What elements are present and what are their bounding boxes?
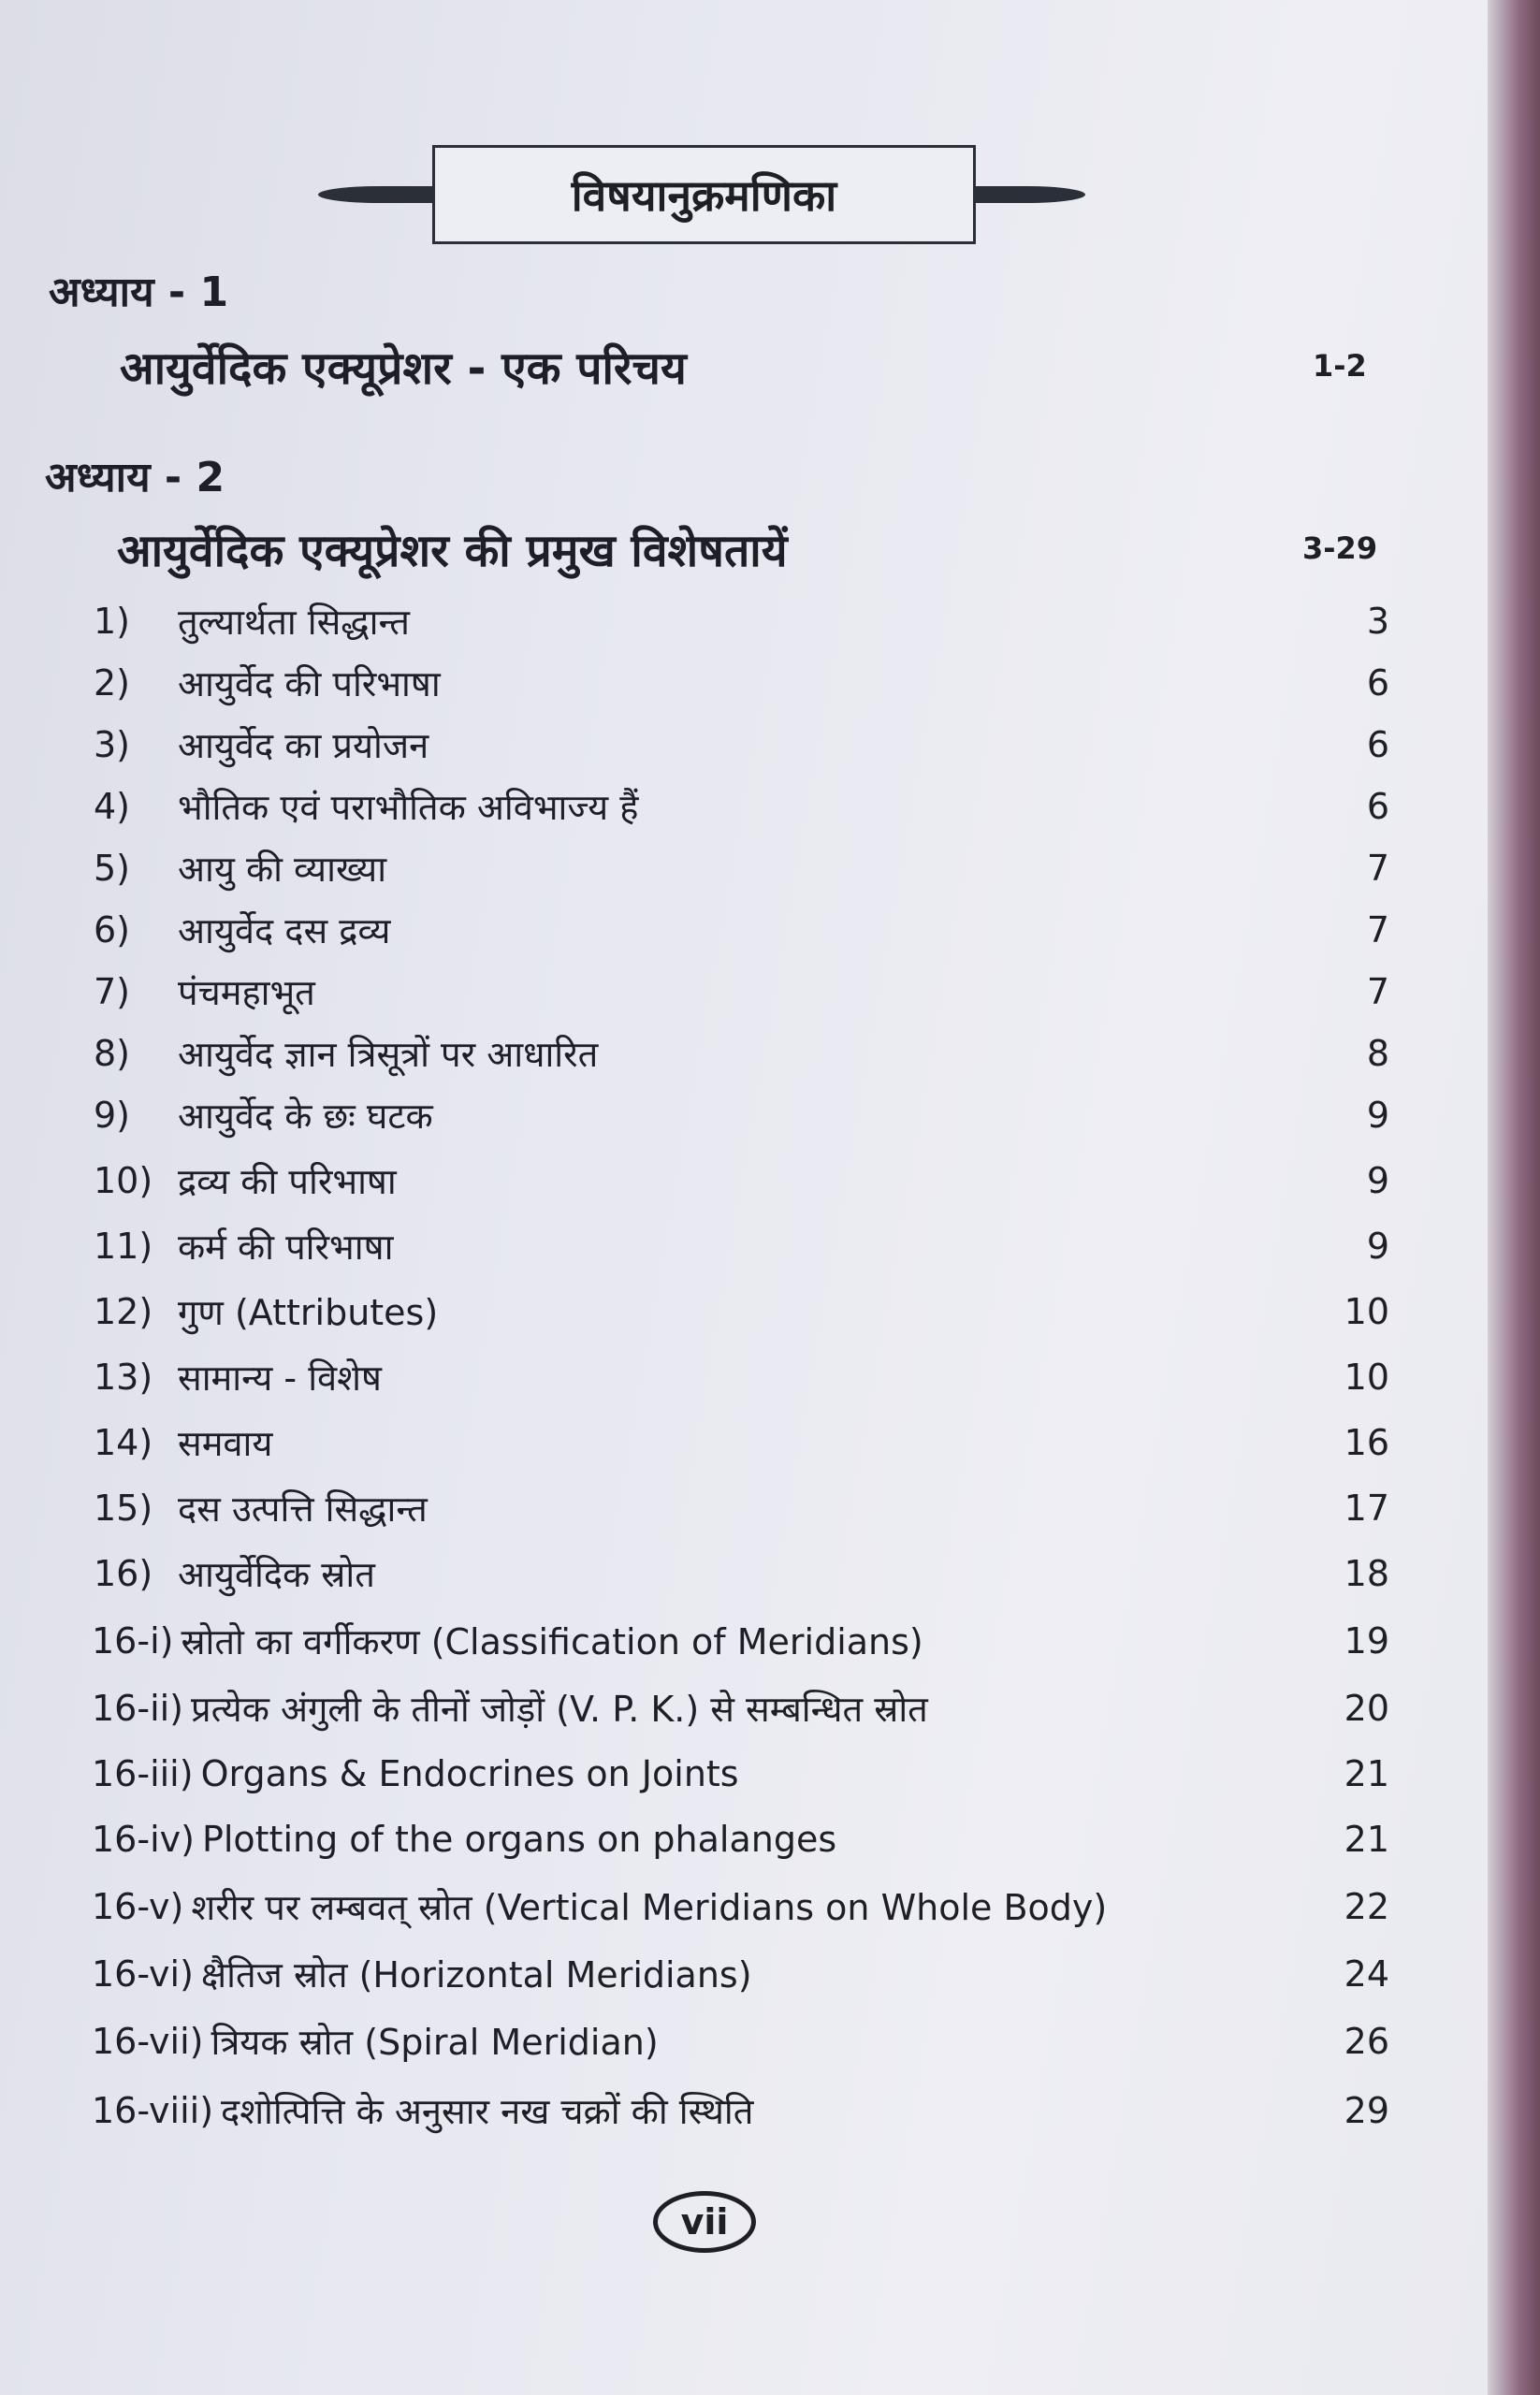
toc-entry	[94, 778, 1389, 835]
entry-page: 21	[1344, 1819, 1389, 1860]
chapter-2-title: आयुर्वेदिक एक्यूप्रेशर की प्रमुख विशेषतायें	[117, 525, 788, 577]
entry-title: समवाय	[178, 1423, 273, 1464]
entry-title: सामान्य - विशेष	[178, 1357, 382, 1399]
toc-entry	[94, 593, 1389, 649]
entry-title: द्रव्य की परिभाषा	[178, 1161, 397, 1202]
page-title: विषयानुक्रमणिका	[432, 145, 976, 244]
entry-number: 1)	[94, 601, 131, 642]
toc-entry	[94, 1480, 1389, 1536]
chapter-1-label: अध्याय - 1	[49, 269, 229, 316]
entry-page: 16	[1344, 1422, 1389, 1463]
entry-page: 3	[1366, 601, 1389, 642]
entry-page: 6	[1366, 662, 1389, 704]
entry-number: 16-ii)	[92, 1688, 184, 1729]
entry-title: क्षैतिज स्रोत (Horizontal Meridians)	[200, 1954, 752, 1996]
toc-sub-entry	[92, 1879, 1389, 1935]
entry-page: 26	[1344, 2021, 1389, 2062]
toc-sub-entry	[92, 1746, 1389, 1802]
entry-page: 9	[1366, 1095, 1389, 1136]
entry-page: 22	[1344, 1886, 1389, 1927]
chapter-1-title: आयुर्वेदिक एक्यूप्रेशर - एक परिचय	[120, 342, 687, 395]
toc-entry	[94, 964, 1389, 1020]
entry-page: 18	[1344, 1553, 1389, 1594]
entry-page: 8	[1366, 1033, 1389, 1074]
entry-number: 16-vii)	[92, 2021, 204, 2062]
entry-number: 16)	[94, 1553, 153, 1594]
chapter-2-pages: 3-29	[1302, 530, 1378, 566]
entry-page: 19	[1344, 1620, 1389, 1662]
entry-title: गुण (Attributes)	[178, 1292, 439, 1333]
entry-number: 16-iv)	[92, 1819, 195, 1860]
entry-title: प्रत्येक अंगुली के तीनों जोड़ों (V. P. K.) से सम्बन्धित स्रोत	[191, 1689, 928, 1730]
entry-page: 17	[1344, 1488, 1389, 1529]
entry-number: 10)	[94, 1160, 153, 1201]
heading-banner	[318, 145, 1085, 248]
entry-number: 7)	[94, 971, 131, 1012]
heading-bar-right	[968, 186, 1085, 203]
entry-number: 3)	[94, 724, 131, 765]
entry-page: 10	[1344, 1357, 1389, 1398]
entry-number: 11)	[94, 1226, 153, 1267]
toc-entry	[94, 902, 1389, 958]
entry-title: आयुर्वेद ज्ञान त्रिसूत्रों पर आधारित	[178, 1034, 599, 1075]
entry-title: स्रोतो का वर्गीकरण (Classification of Meridians)	[181, 1621, 923, 1662]
toc-entry	[94, 655, 1389, 711]
toc-sub-entry	[92, 1811, 1389, 1867]
toc-entry	[94, 1218, 1389, 1274]
toc-entry	[94, 1415, 1389, 1471]
entry-number: 16-iii)	[92, 1753, 194, 1794]
entry-page: 29	[1344, 2090, 1389, 2131]
toc-sub-entry	[92, 1680, 1389, 1736]
entry-number: 2)	[94, 662, 131, 704]
toc-entry	[94, 1284, 1389, 1340]
entry-title: पंचमहाभूत	[178, 972, 315, 1013]
entry-page: 6	[1366, 786, 1389, 827]
entry-number: 16-v)	[92, 1886, 184, 1927]
entry-number: 13)	[94, 1357, 153, 1398]
entry-title: शरीर पर लम्बवत् स्रोत (Vertical Meridians on Whole Body)	[191, 1887, 1108, 1928]
toc-entry	[94, 1546, 1389, 1602]
entry-title: भौतिक एवं पराभौतिक अविभाज्य हैं	[178, 787, 639, 828]
entry-title: आयुर्वेदिक स्रोत	[178, 1554, 375, 1595]
entry-number: 16-vi)	[92, 1953, 194, 1995]
toc-entry	[94, 717, 1389, 773]
toc-sub-entry	[92, 2013, 1389, 2069]
entry-page: 9	[1366, 1160, 1389, 1201]
page-number: vii	[653, 2191, 756, 2253]
entry-page: 7	[1366, 909, 1389, 951]
chapter-1-pages: 1-2	[1313, 348, 1367, 384]
entry-title: आयुर्वेद दस द्रव्य	[178, 910, 391, 951]
entry-number: 8)	[94, 1033, 131, 1074]
entry-number: 4)	[94, 786, 131, 827]
entry-title: कर्म की परिभाषा	[178, 1227, 394, 1268]
entry-title: आयुर्वेद का प्रयोजन	[178, 725, 429, 766]
toc-sub-entry	[92, 2083, 1389, 2139]
chapter-2-label: अध्याय - 2	[45, 454, 225, 501]
toc-entry	[94, 1087, 1389, 1143]
toc-entry	[94, 840, 1389, 896]
toc-entry	[94, 1349, 1389, 1405]
entry-page: 6	[1366, 724, 1389, 765]
entry-title: आयु की व्याख्या	[178, 849, 387, 890]
entry-number: 16-i)	[92, 1620, 174, 1662]
entry-number: 15)	[94, 1488, 153, 1529]
toc-entry	[94, 1153, 1389, 1209]
toc-sub-entry	[92, 1946, 1389, 2002]
entry-title: त्रियक स्रोत (Spiral Meridian)	[211, 2022, 659, 2063]
entry-page: 10	[1344, 1291, 1389, 1332]
entry-title: दस उत्पत्ति सिद्धान्त	[178, 1488, 428, 1530]
entry-page: 21	[1344, 1753, 1389, 1794]
entry-number: 14)	[94, 1422, 153, 1463]
heading-bar-left	[318, 186, 440, 203]
entry-page: 7	[1366, 971, 1389, 1012]
entry-number: 5)	[94, 848, 131, 889]
entry-number: 16-viii)	[92, 2090, 214, 2131]
entry-number: 9)	[94, 1095, 131, 1136]
entry-page: 7	[1366, 848, 1389, 889]
page-edge	[1488, 0, 1540, 2395]
toc-sub-entry	[92, 1613, 1389, 1669]
entry-title: Organs & Endocrines on Joints	[200, 1753, 739, 1794]
entry-page: 9	[1366, 1226, 1389, 1267]
entry-title: आयुर्वेद की परिभाषा	[178, 663, 441, 704]
entry-title: तुल्यार्थता सिद्धान्त	[178, 602, 410, 643]
entry-page: 24	[1344, 1953, 1389, 1995]
entry-title: Plotting of the organs on phalanges	[201, 1819, 837, 1860]
entry-page: 20	[1344, 1688, 1389, 1729]
entry-title: दशोत्पित्ति के अनुसार नख चक्रों की स्थिति	[221, 2091, 754, 2132]
entry-number: 6)	[94, 909, 131, 951]
toc-entry	[94, 1025, 1389, 1081]
entry-title: आयुर्वेद के छः घटक	[178, 1096, 433, 1137]
entry-number: 12)	[94, 1291, 153, 1332]
